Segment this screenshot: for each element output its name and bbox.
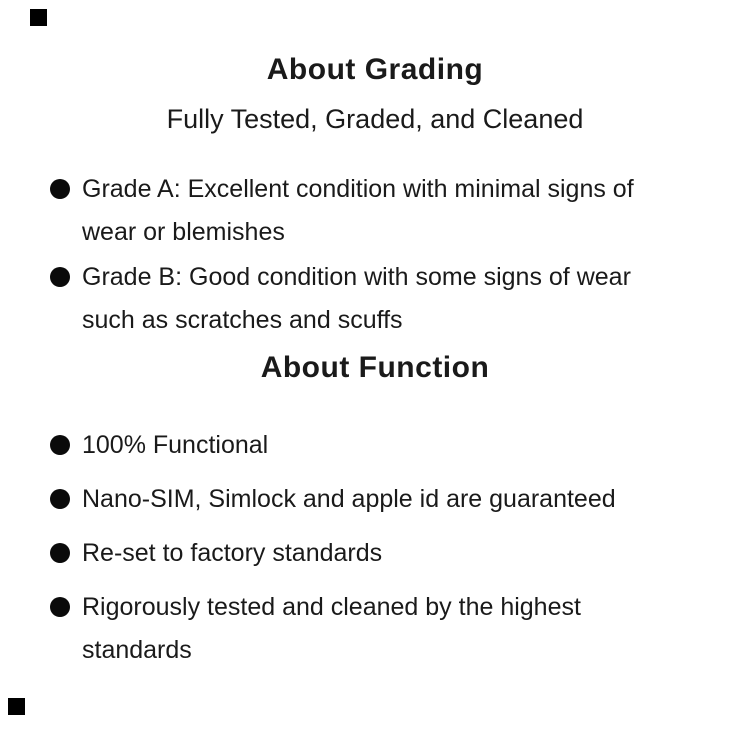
marker-square-top-left-icon bbox=[30, 9, 47, 26]
grading-bullet-list bbox=[50, 168, 650, 344]
marker-square-bottom-left-icon bbox=[8, 698, 25, 715]
function-item-text: 100% Functional bbox=[82, 431, 269, 459]
grading-item-text: Grade A: Excellent condition with minimal signs of wear or blemishes bbox=[82, 175, 634, 246]
bullet-dot-icon bbox=[50, 597, 70, 617]
bullet-dot-icon bbox=[50, 435, 70, 455]
bullet-dot-icon bbox=[50, 489, 70, 509]
about-grading-title: About Grading bbox=[266, 53, 484, 86]
bullet-dot-icon bbox=[50, 543, 70, 563]
list-item bbox=[50, 532, 650, 575]
function-item-text: Nano-SIM, Simlock and apple id are guaranteed bbox=[82, 485, 616, 513]
bullet-dot-icon bbox=[50, 179, 70, 199]
list-item bbox=[50, 586, 650, 672]
function-bullet-list bbox=[50, 424, 650, 683]
grading-subtitle: Fully Tested, Graded, and Cleaned bbox=[166, 104, 584, 134]
list-item bbox=[50, 168, 650, 254]
list-item bbox=[50, 478, 650, 521]
about-function-title: About Function bbox=[260, 351, 490, 384]
function-item-text: Re-set to factory standards bbox=[82, 539, 383, 567]
function-item-text: Rigorously tested and cleaned by the highest standards bbox=[82, 593, 581, 664]
grading-item-text: Grade B: Good condition with some signs of wear such as scratches and scuffs bbox=[82, 263, 631, 334]
bullet-dot-icon bbox=[50, 267, 70, 287]
list-item bbox=[50, 424, 650, 467]
list-item bbox=[50, 256, 650, 342]
